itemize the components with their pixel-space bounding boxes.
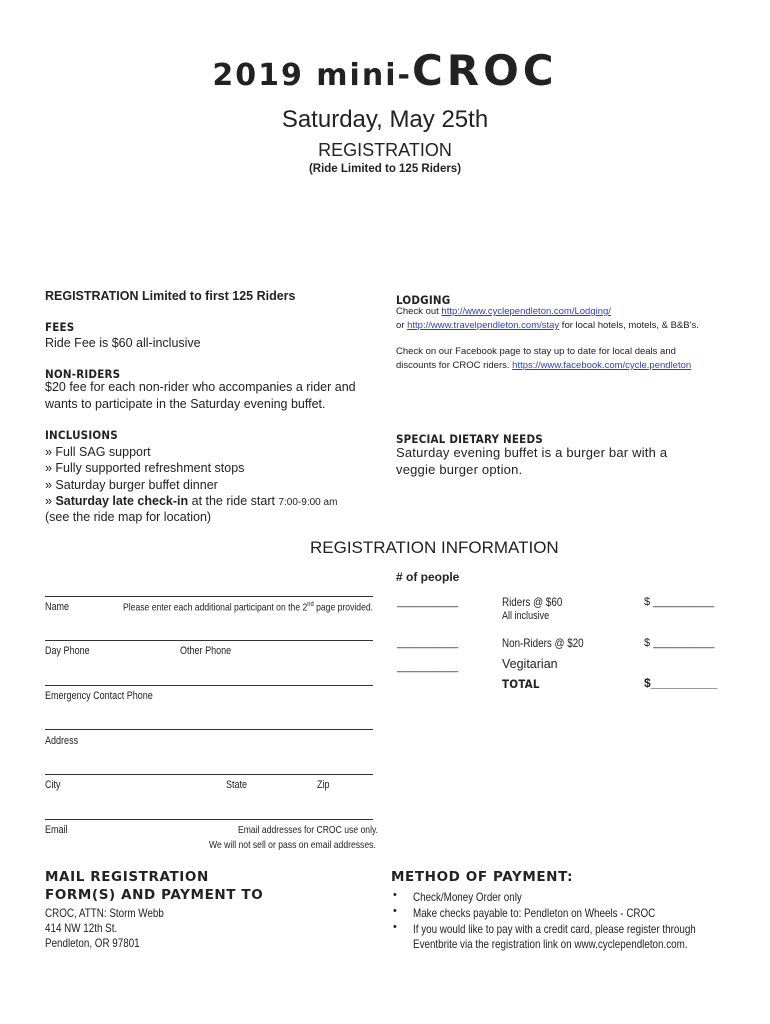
city-line[interactable]	[45, 774, 373, 775]
lodging-line-1: Check out http://www.cyclependleton.com/Lodging/	[396, 306, 611, 317]
dietary-heading: SPECIAL DIETARY NEEDS	[396, 432, 543, 446]
city-label: City	[45, 779, 61, 791]
payment-item: • Make checks payable to: Pendleton on Wheels - CROC	[393, 905, 656, 920]
title-prefix: 2019 mini-	[212, 58, 412, 93]
rider-limit-note: (Ride Limited to 125 Riders)	[308, 163, 462, 175]
vegetarian-count-blank[interactable]: __________	[397, 661, 459, 673]
payment-item-continued: Eventbrite via the registration link on www.cyclependleton.com.	[413, 937, 688, 951]
nonriders-text-1: $20 fee for each non-rider who accompanies a rider and	[45, 380, 356, 394]
riders-label: Riders @ $60	[502, 595, 563, 609]
lodging-link-1[interactable]: http://www.cyclependleton.com/Lodging/	[441, 306, 611, 317]
other-phone-label: Other Phone	[180, 645, 232, 657]
inclusion-item: » Fully supported refreshment stops	[45, 461, 245, 475]
nonriders-text-2: wants to participate in the Saturday evening buffet.	[45, 397, 326, 411]
fees-text: Ride Fee is $60 all-inclusive	[45, 336, 201, 350]
inclusions-heading: INCLUSIONS	[45, 428, 118, 442]
lodging-line-2: or http://www.travelpendleton.com/stay for local hotels, motels, & B&B’s.	[396, 320, 699, 331]
facebook-line-2: discounts for CROC riders. https://www.facebook.com/cycle.pendleton	[396, 360, 692, 371]
riders-amount[interactable]: $ __________	[644, 596, 715, 608]
payment-list	[391, 889, 731, 953]
day-phone-label: Day Phone	[45, 645, 90, 657]
mail-line-2: 414 NW 12th St.	[45, 921, 118, 935]
nonriders-label: Non-Riders @ $20	[502, 636, 584, 650]
name-note: Please enter each additional participant on the 2nd page provided.	[123, 601, 374, 614]
mail-line-3: Pendleton, OR 97801	[45, 936, 140, 950]
dietary-text-2: veggie burger option.	[396, 462, 523, 477]
payment-heading: METHOD OF PAYMENT:	[391, 869, 574, 885]
lodging-heading: LODGING	[396, 293, 451, 307]
checkin-note: (see the ride map for location)	[45, 510, 212, 524]
email-note-2: We will not sell or pass on email addresses.	[209, 839, 376, 851]
riders-sub: All inclusive	[502, 610, 550, 622]
riders-count-blank[interactable]: __________	[397, 596, 459, 608]
email-line[interactable]	[45, 819, 373, 820]
inclusion-item: » Full SAG support	[45, 445, 151, 459]
event-date: Saturday, May 25th	[281, 106, 489, 133]
vegetarian-label: Vegitarian	[502, 657, 558, 671]
page-title	[0, 46, 770, 95]
email-label: Email	[45, 824, 68, 836]
dietary-text-1: Saturday evening buffet is a burger bar with a	[396, 445, 668, 460]
state-label: State	[226, 779, 248, 791]
registration-info-title: REGISTRATION INFORMATION	[310, 538, 559, 557]
mail-heading-1: MAIL REGISTRATION	[45, 869, 209, 885]
lodging-link-2[interactable]: http://www.travelpendleton.com/stay	[407, 320, 560, 331]
fees-heading: FEES	[45, 320, 75, 334]
email-note-1: Email addresses for CROC use only.	[238, 824, 379, 836]
phone-line[interactable]	[45, 640, 373, 641]
checkin-item: » Saturday late check-in at the ride start 7:00-9:00 am	[45, 494, 338, 508]
total-label: TOTAL	[502, 677, 540, 691]
facebook-line-1: Check on our Facebook page to stay up to date for local deals and	[396, 346, 676, 357]
payment-item: • If you would like to pay with a credit card, please register through	[393, 921, 696, 936]
nonriders-heading: NON-RIDERS	[45, 367, 121, 381]
mail-heading-2: FORM(S) AND PAYMENT TO	[45, 887, 264, 903]
zip-label: Zip	[317, 779, 330, 791]
address-line[interactable]	[45, 729, 373, 730]
nonriders-count-blank[interactable]: __________	[397, 637, 459, 649]
address-label: Address	[45, 735, 79, 747]
nonriders-amount[interactable]: $ __________	[644, 637, 715, 649]
people-label: # of people	[396, 570, 460, 584]
payment-item: • Check/Money Order only	[393, 889, 522, 904]
total-amount[interactable]: $__________	[644, 676, 718, 690]
checkin-time: 7:00-9:00 am	[278, 497, 338, 508]
registration-heading: REGISTRATION	[318, 140, 452, 160]
limit-heading: REGISTRATION Limited to first 125 Riders	[45, 289, 296, 303]
mail-line-1: CROC, ATTN: Storm Webb	[45, 906, 164, 920]
title-main: CROC	[411, 46, 558, 95]
name-line[interactable]	[45, 596, 373, 597]
name-label: Name	[45, 601, 70, 613]
facebook-link[interactable]: https://www.facebook.com/cycle.pendleton	[512, 360, 692, 371]
emergency-label: Emergency Contact Phone	[45, 690, 153, 702]
emergency-line[interactable]	[45, 685, 373, 686]
inclusion-item: » Saturday burger buffet dinner	[45, 478, 218, 492]
checkin-bold: Saturday late check-in	[55, 494, 189, 508]
